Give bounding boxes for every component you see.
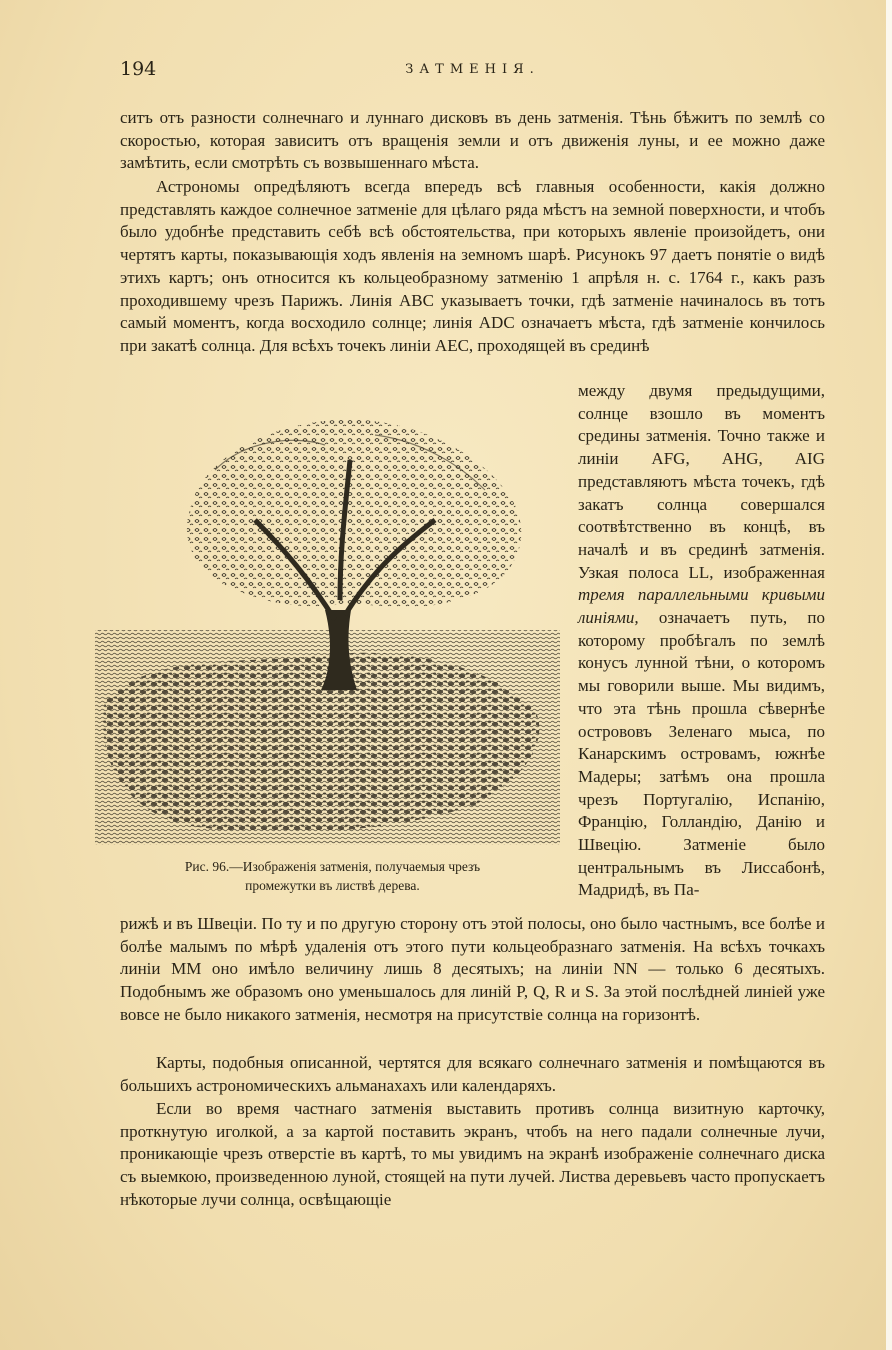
- paragraph-5: Если во время частнаго затменія выставить противъ солнца визитную карточку, проткнутую иголкой, а за картой поставить экранъ, чтобъ на него падали солнечные лучи, проникающіе чрезъ отверстіе въ картѣ, то мы увидимъ на экранѣ изображеніе солнечнаго диска съ выемкою, произведенною луной, стоящей на пути лучей. Листва деревьевъ часто пропускаетъ нѣкоторые лучи солнца, освѣщающіе: [120, 1099, 825, 1209]
- figure-caption: [140, 857, 525, 895]
- page-number: 194: [120, 58, 157, 80]
- running-head: ЗАТМЕНІЯ.: [405, 62, 540, 77]
- paragraph-4: Карты, подобныя описанной, чертятся для всякаго солнечнаго затменія и помѣщаются въ большихъ астрономическихъ альманахахъ или календаряхъ.: [120, 1053, 825, 1095]
- column-text-part-b: означаетъ путь, по которому пробѣгалъ по землѣ конусъ лунной тѣни, о которомъ мы говорили выше. Мы видимъ, что эта тѣнь прошла сѣвернѣе острововъ Зеленаго мыса, по Канарскимъ островамъ, южнѣе Мадеры; затѣмъ она прошла чрезъ Португалію, Испанію, Францію, Голландію, Данію и Швецію. Затменіе было центральнымъ въ Лиссабонѣ, Мадридѣ, въ Па-: [578, 608, 825, 900]
- tree-illustration: [95, 400, 560, 850]
- column-text-italic: тремя параллельными кривыми линіями,: [578, 585, 825, 628]
- tree-engraving: [95, 400, 560, 850]
- column-text: [578, 380, 825, 902]
- paragraph-1: ситъ отъ разности солнечнаго и луннаго дисковъ въ день затменія. Тѣнь бѣжитъ по землѣ со скоростью, которая зависитъ отъ вращенія земли и отъ движенія луны, и ее можно даже замѣтить, если смотрѣть съ возвышеннаго мѣста.: [120, 108, 825, 173]
- page-header: [120, 58, 825, 88]
- caption-line-2: промежутки въ листвѣ дерева.: [245, 878, 420, 893]
- caption-line-1: Рис. 96.—Изображенія затменія, получаемыя чрезъ: [184, 859, 481, 874]
- scan-edge: [886, 0, 892, 1350]
- column-text-part-a: между двумя предыдущими, солнце взошло въ моментъ средины затменія. Точно также и линіи AFG, AHG, AIG представляютъ мѣста точекъ, гдѣ закатъ солнца совершался соотвѣтственно въ концѣ, въ началѣ и въ срединѣ затменія. Узкая полоса LL, изображенная: [578, 381, 825, 582]
- paragraph-2: Астрономы опредѣляютъ всегда впередъ всѣ главныя особенности, какія должно представлять каждое солнечное затменіе для цѣлаго ряда мѣстъ на земной поверхности, и чтобъ было удобнѣе представить себѣ всѣ обстоятельства, при которыхъ явленіе произойдетъ, они чертятъ карты, показывающія ходъ явленія на земномъ шарѣ. Рисунокъ 97 даетъ понятіе о видѣ этихъ картъ; онъ относится къ кольцеобразному затменію 1 апрѣля н. с. 1764 г., какъ разъ проходившему чрезъ Парижъ. Линія ABC указываетъ точки, гдѣ затменіе начиналось въ тотъ самый моментъ, когда восходило солнце; линія ADC означаетъ мѣста, гдѣ затменіе кончилось при закатѣ солнца. Для всѣхъ точекъ линіи AEC, проходящей въ срединѣ: [120, 177, 825, 355]
- paragraph-3: рижѣ и въ Швеціи. По ту и по другую сторону отъ этой полосы, оно было частнымъ, все болѣе и болѣе малымъ по мѣрѣ удаленія отъ этого пути кольцеобразнаго затменія. На всѣхъ точкахъ линіи MM оно имѣло величину лишь 8 десятыхъ; на линіи NN — только 6 десятыхъ. Подобнымъ же образомъ оно уменьшалось для линій P, Q, R и S. За этой послѣдней линіей уже вовсе не было никакого затменія, несмотря на присутствіе солнца на горизонтѣ.: [120, 914, 825, 1024]
